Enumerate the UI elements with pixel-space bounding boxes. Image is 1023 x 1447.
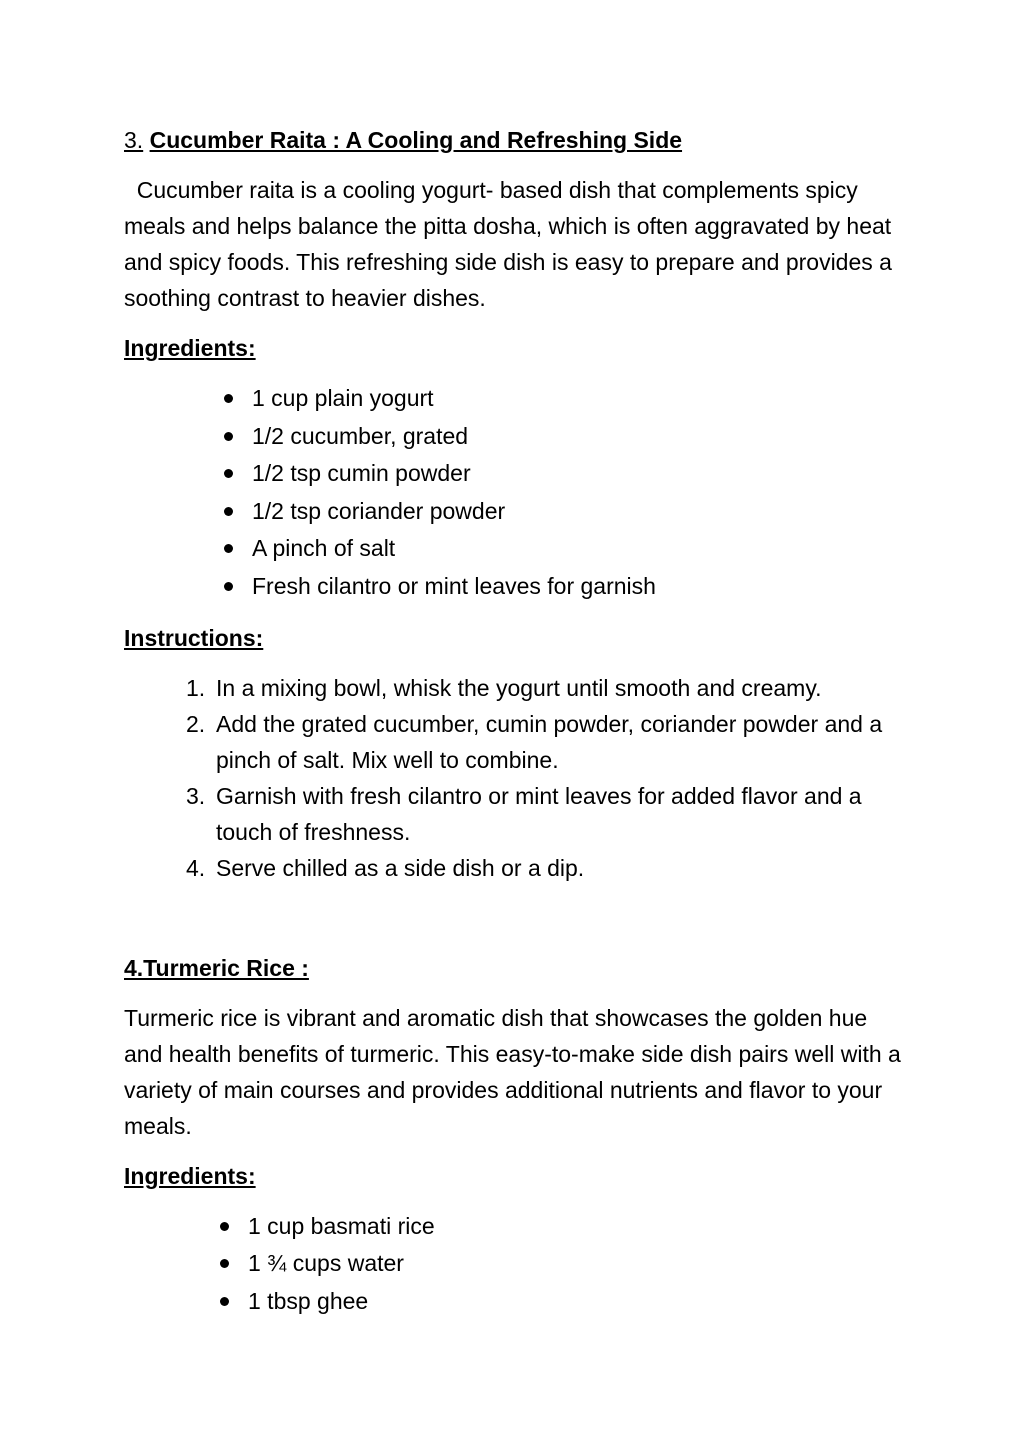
section-4-heading: 4.Turmeric Rice : xyxy=(124,954,309,981)
section-4-intro: Turmeric rice is vibrant and aromatic dish that showcases the golden hue and health benefits of turmeric. This easy-to-make side dish pairs well with a variety of main courses and provides additional nutrients and flavor to your meals. xyxy=(124,1004,901,1139)
ingredient-text: 1 tbsp ghee xyxy=(248,1287,369,1314)
section-3-ingredients-label: Ingredients: xyxy=(124,335,256,361)
list-item xyxy=(124,568,904,606)
bullet-icon xyxy=(224,507,233,516)
section-3-ingredients-list xyxy=(124,380,904,606)
list-item xyxy=(124,1208,904,1246)
section-3-heading xyxy=(124,122,904,158)
section-3-instructions-label: Instructions: xyxy=(124,624,264,651)
step-number: 2. xyxy=(186,710,206,737)
step-text: Serve chilled as a side dish or a dip. xyxy=(216,854,585,881)
list-item xyxy=(124,850,904,886)
ingredient-text: 1 ¾ cups water xyxy=(248,1250,404,1277)
step-number: 4. xyxy=(186,854,206,881)
list-item xyxy=(124,530,904,568)
ingredient-text: Fresh cilantro or mint leaves for garnish xyxy=(252,572,656,599)
section-3-instructions-list xyxy=(124,670,904,886)
list-item xyxy=(124,380,904,418)
bullet-icon xyxy=(224,544,233,553)
section-3-number: 3. xyxy=(124,127,144,153)
bullet-icon xyxy=(224,469,233,478)
ingredient-text: 1 cup plain yogurt xyxy=(252,385,434,411)
bullet-icon xyxy=(220,1297,229,1306)
list-item xyxy=(124,778,904,850)
section-spacer xyxy=(124,886,904,950)
step-text: Add the grated cucumber, cumin powder, coriander powder and a pinch of salt. Mix well to combine. xyxy=(216,710,883,773)
list-item xyxy=(124,455,904,493)
ingredient-text: A pinch of salt xyxy=(252,535,396,562)
section-4-ingredients-label: Ingredients: xyxy=(124,1162,256,1189)
bullet-icon xyxy=(224,432,233,441)
list-item xyxy=(124,418,904,456)
list-item xyxy=(124,1245,904,1283)
section-4-ingredients-list xyxy=(124,1208,904,1321)
ingredient-text: 1 cup basmati rice xyxy=(248,1212,435,1239)
step-number: 3. xyxy=(186,782,206,809)
ingredient-text: 1/2 tsp cumin powder xyxy=(252,460,471,487)
list-item xyxy=(124,493,904,531)
section-3-title: Cucumber Raita : A Cooling and Refreshing Side xyxy=(149,127,683,153)
ingredient-text: 1/2 cucumber, grated xyxy=(252,422,469,449)
document-page xyxy=(124,122,904,1320)
bullet-icon xyxy=(224,582,233,591)
bullet-icon xyxy=(220,1222,229,1231)
step-text: In a mixing bowl, whisk the yogurt until smooth and creamy. xyxy=(216,674,822,701)
bullet-icon xyxy=(224,394,233,403)
list-item xyxy=(124,1283,904,1321)
bullet-icon xyxy=(220,1259,229,1268)
list-item xyxy=(124,706,904,778)
step-number: 1. xyxy=(186,674,206,701)
ingredient-text: 1/2 tsp coriander powder xyxy=(252,497,506,524)
section-3-intro: Cucumber raita is a cooling yogurt- based dish that complements spicy meals and helps balance the pitta dosha, which is often aggravated by heat and spicy foods. This refreshing side dish is easy to prepare and provides a soothing contrast to heavier dishes. xyxy=(124,177,899,311)
step-text: Garnish with fresh cilantro or mint leaves for added flavor and a touch of freshness. xyxy=(216,782,862,845)
list-item xyxy=(124,670,904,706)
